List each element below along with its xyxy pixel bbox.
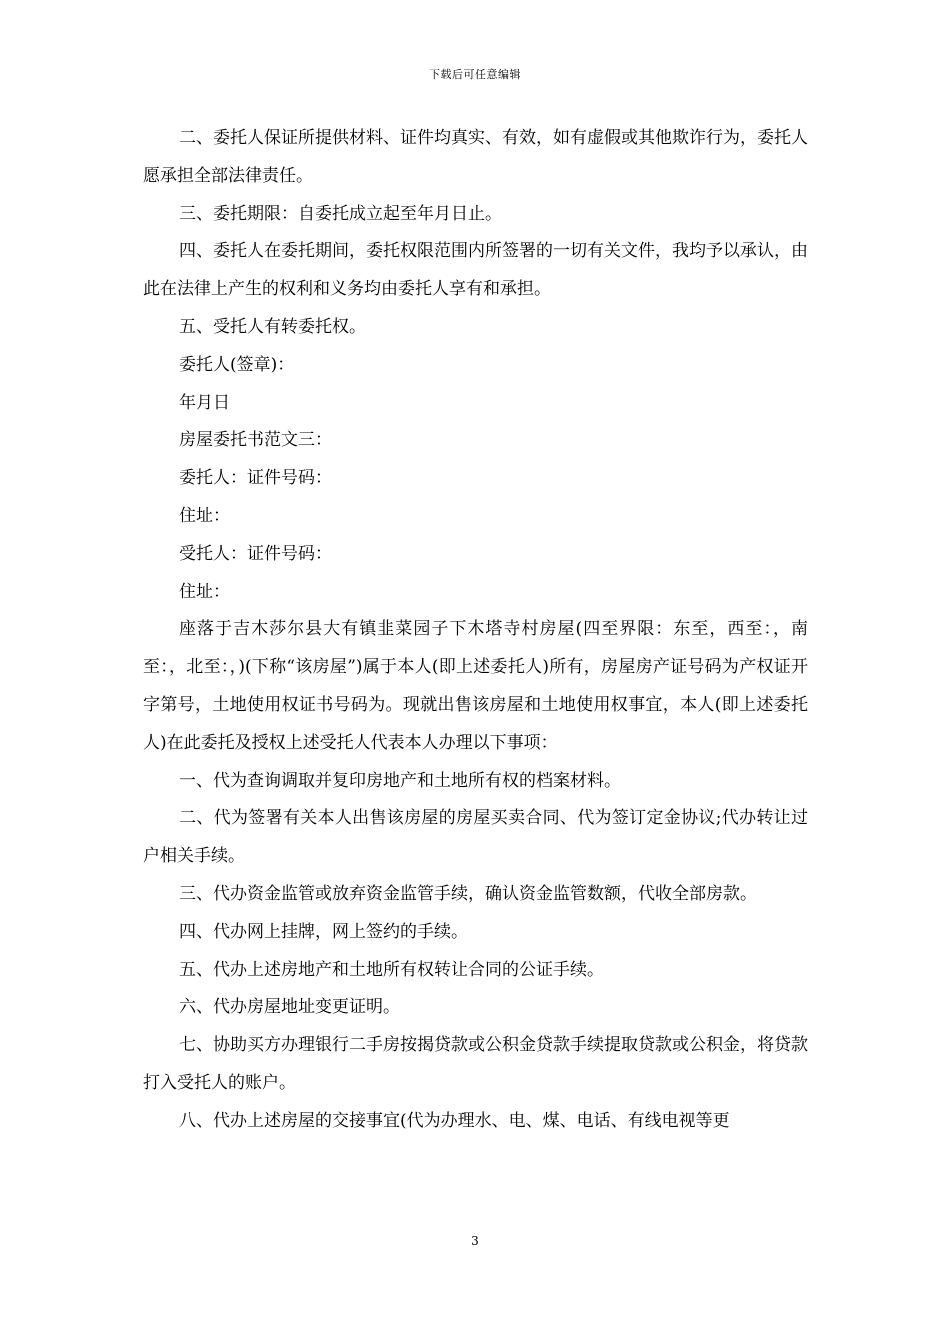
paragraph: 一、代为查询调取并复印房地产和土地所有权的档案材料。 [179,770,621,791]
paragraph: 二、代为签署有关本人出售该房屋的房屋买卖合同、代为签订定金协议;代办转让过户相关手续。 [143,808,808,867]
paragraph: 三、委托期限：自委托成立起至年月日止。 [179,203,502,224]
paragraph: 年月日 [179,392,230,413]
paragraph: 六、代办房屋地址变更证明。 [179,997,400,1018]
document-body [143,120,808,1141]
paragraph: 委托人：证件号码： [179,468,332,489]
paragraph: 座落于吉木莎尔县大有镇韭菜园子下木塔寺村房屋(四至界限：东至，西至：，南至：，北至：，)(下称“该房屋”)属于本人(即上述委托人)所有，房屋房产证号码为产权证开字第号，土地使用权证书号码为。现就出售该房屋和土地使用权事宜，本人(即上述委托人)在此委托及授权上述受托人代表本人办理以下事项： [143,619,808,753]
paragraph: 四、代办网上挂牌，网上签约的手续。 [179,921,468,942]
paragraph: 二、委托人保证所提供材料、证件均真实、有效，如有虚假或其他欺诈行为，委托人愿承担全部法律责任。 [143,128,808,186]
paragraph: 住址： [179,505,230,526]
paragraph: 五、受托人有转委托权。 [179,316,366,337]
paragraph: 五、代办上述房地产和土地所有权转让合同的公证手续。 [179,959,604,980]
paragraph: 八、代办上述房屋的交接事宜(代为办理水、电、煤、电话、有线电视等更 [179,1110,730,1131]
paragraph: 房屋委托书范文三： [179,430,332,451]
paragraph: 委托人(签章)： [179,354,295,375]
paragraph: 七、协助买方办理银行二手房按揭贷款或公积金贷款手续提取贷款或公积金，将贷款打入受托人的账户。 [143,1035,808,1093]
paragraph: 住址： [179,581,230,602]
paragraph: 受托人：证件号码： [179,543,332,564]
page-header: 下载后可任意编辑 [429,68,521,81]
paragraph: 四、委托人在委托期间，委托权限范围内所签署的一切有关文件，我均予以承认，由此在法律上产生的权利和义务均由委托人享有和承担。 [143,241,808,300]
page-number: 3 [471,1234,479,1248]
paragraph: 三、代办资金监管或放弃资金监管手续，确认资金监管数额，代收全部房款。 [179,883,757,904]
